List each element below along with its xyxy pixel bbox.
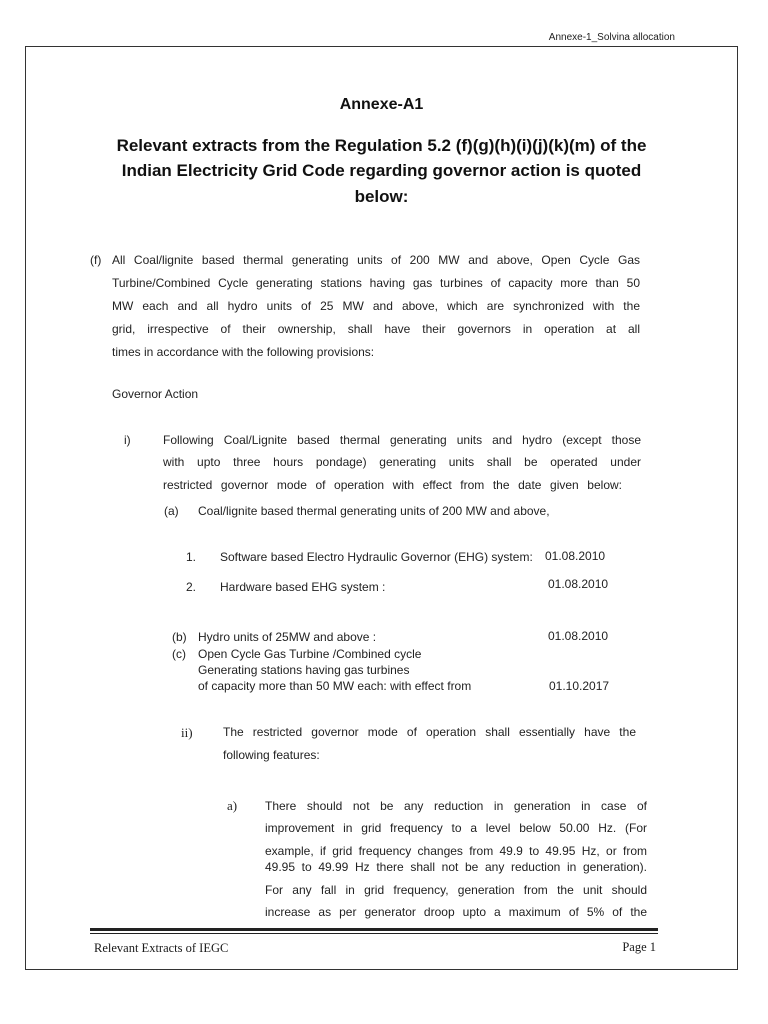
- numbered-2-date: 01.08.2010: [548, 577, 609, 591]
- point-a-line-6: increase as per generator droop upto a maximum of 5% of the: [265, 905, 647, 919]
- sub-c-line-2: Generating stations having gas turbines: [198, 663, 410, 677]
- sub-a-text: Coal/lignite based thermal generating units of 200 MW and above,: [198, 504, 550, 518]
- numbered-2-text: Hardware based EHG system :: [220, 580, 386, 594]
- point-a-line-5: For any fall in grid frequency, generation from the unit should: [265, 883, 647, 897]
- heading-line-2: Indian Electricity Grid Code regarding governor action is quoted: [121, 161, 642, 180]
- heading-line-3: below:: [354, 187, 409, 206]
- sub-b-marker: (b): [172, 630, 187, 644]
- point-a-line-2: improvement in grid frequency to a level below 50.00 Hz. (For: [265, 821, 647, 835]
- footer-rule-thin: [90, 933, 658, 934]
- numbered-2-marker: 2.: [186, 580, 197, 594]
- sub-b-text: Hydro units of 25MW and above :: [198, 630, 377, 644]
- numbered-1-date: 01.08.2010: [545, 549, 606, 563]
- sub-c-line-1: Open Cycle Gas Turbine /Combined cycle: [198, 647, 422, 661]
- item-i-marker: i): [124, 433, 131, 447]
- item-i-line-2: with upto three hours pondage) generating units shall be operated under: [163, 455, 641, 469]
- item-ii-marker: ii): [181, 725, 193, 740]
- heading-line-1: Relevant extracts from the Regulation 5.2 (f)(g)(h)(i)(j)(k)(m) of the: [116, 136, 647, 155]
- item-ii-line-2: following features:: [223, 748, 320, 762]
- clause-f-line-4: grid, irrespective of their ownership, shall have their governors in operation at all: [112, 322, 640, 336]
- footer-rule-thick: [90, 928, 658, 931]
- point-a-line-1: There should not be any reduction in generation in case of: [265, 799, 647, 813]
- numbered-1-text: Software based Electro Hydraulic Governor (EHG) system:: [220, 550, 533, 564]
- clause-f-line-5: times in accordance with the following provisions:: [112, 345, 375, 359]
- sub-c-date: 01.10.2017: [549, 679, 610, 693]
- sub-a-marker: (a): [164, 504, 179, 518]
- item-ii-line-1: The restricted governor mode of operation shall essentially have the: [223, 725, 636, 739]
- governor-action-heading: Governor Action: [112, 387, 199, 401]
- header-note: Annexe-1_Solvina allocation: [548, 32, 675, 43]
- sub-b-date: 01.08.2010: [548, 629, 609, 643]
- point-a-line-3: example, if grid frequency changes from 49.9 to 49.95 Hz, or from: [265, 844, 647, 858]
- footer-title: Relevant Extracts of IEGC: [94, 941, 229, 955]
- item-i-line-1: Following Coal/Lignite based thermal generating units and hydro (except those: [163, 433, 641, 447]
- annexe-title: Annexe-A1: [339, 96, 424, 113]
- sub-c-line-3: of capacity more than 50 MW each: with effect from: [198, 679, 472, 693]
- point-a-marker: a): [227, 798, 238, 813]
- clause-f-marker: (f): [90, 253, 102, 267]
- numbered-1-marker: 1.: [186, 550, 197, 564]
- sub-c-marker: (c): [172, 647, 186, 661]
- point-a-line-4: 49.95 to 49.99 Hz there shall not be any reduction in generation).: [265, 860, 647, 874]
- clause-f-line-1: All Coal/lignite based thermal generating units of 200 MW and above, Open Cycle Gas: [112, 253, 640, 267]
- page-number: Page 1: [622, 940, 656, 954]
- clause-f-line-2: Turbine/Combined Cycle generating stations having gas turbines of capacity more than 50: [112, 276, 640, 290]
- item-i-line-3: restricted governor mode of operation with effect from the date given below:: [163, 478, 622, 492]
- clause-f-line-3: MW each and all hydro units of 25 MW and above, which are synchronized with the: [112, 299, 640, 313]
